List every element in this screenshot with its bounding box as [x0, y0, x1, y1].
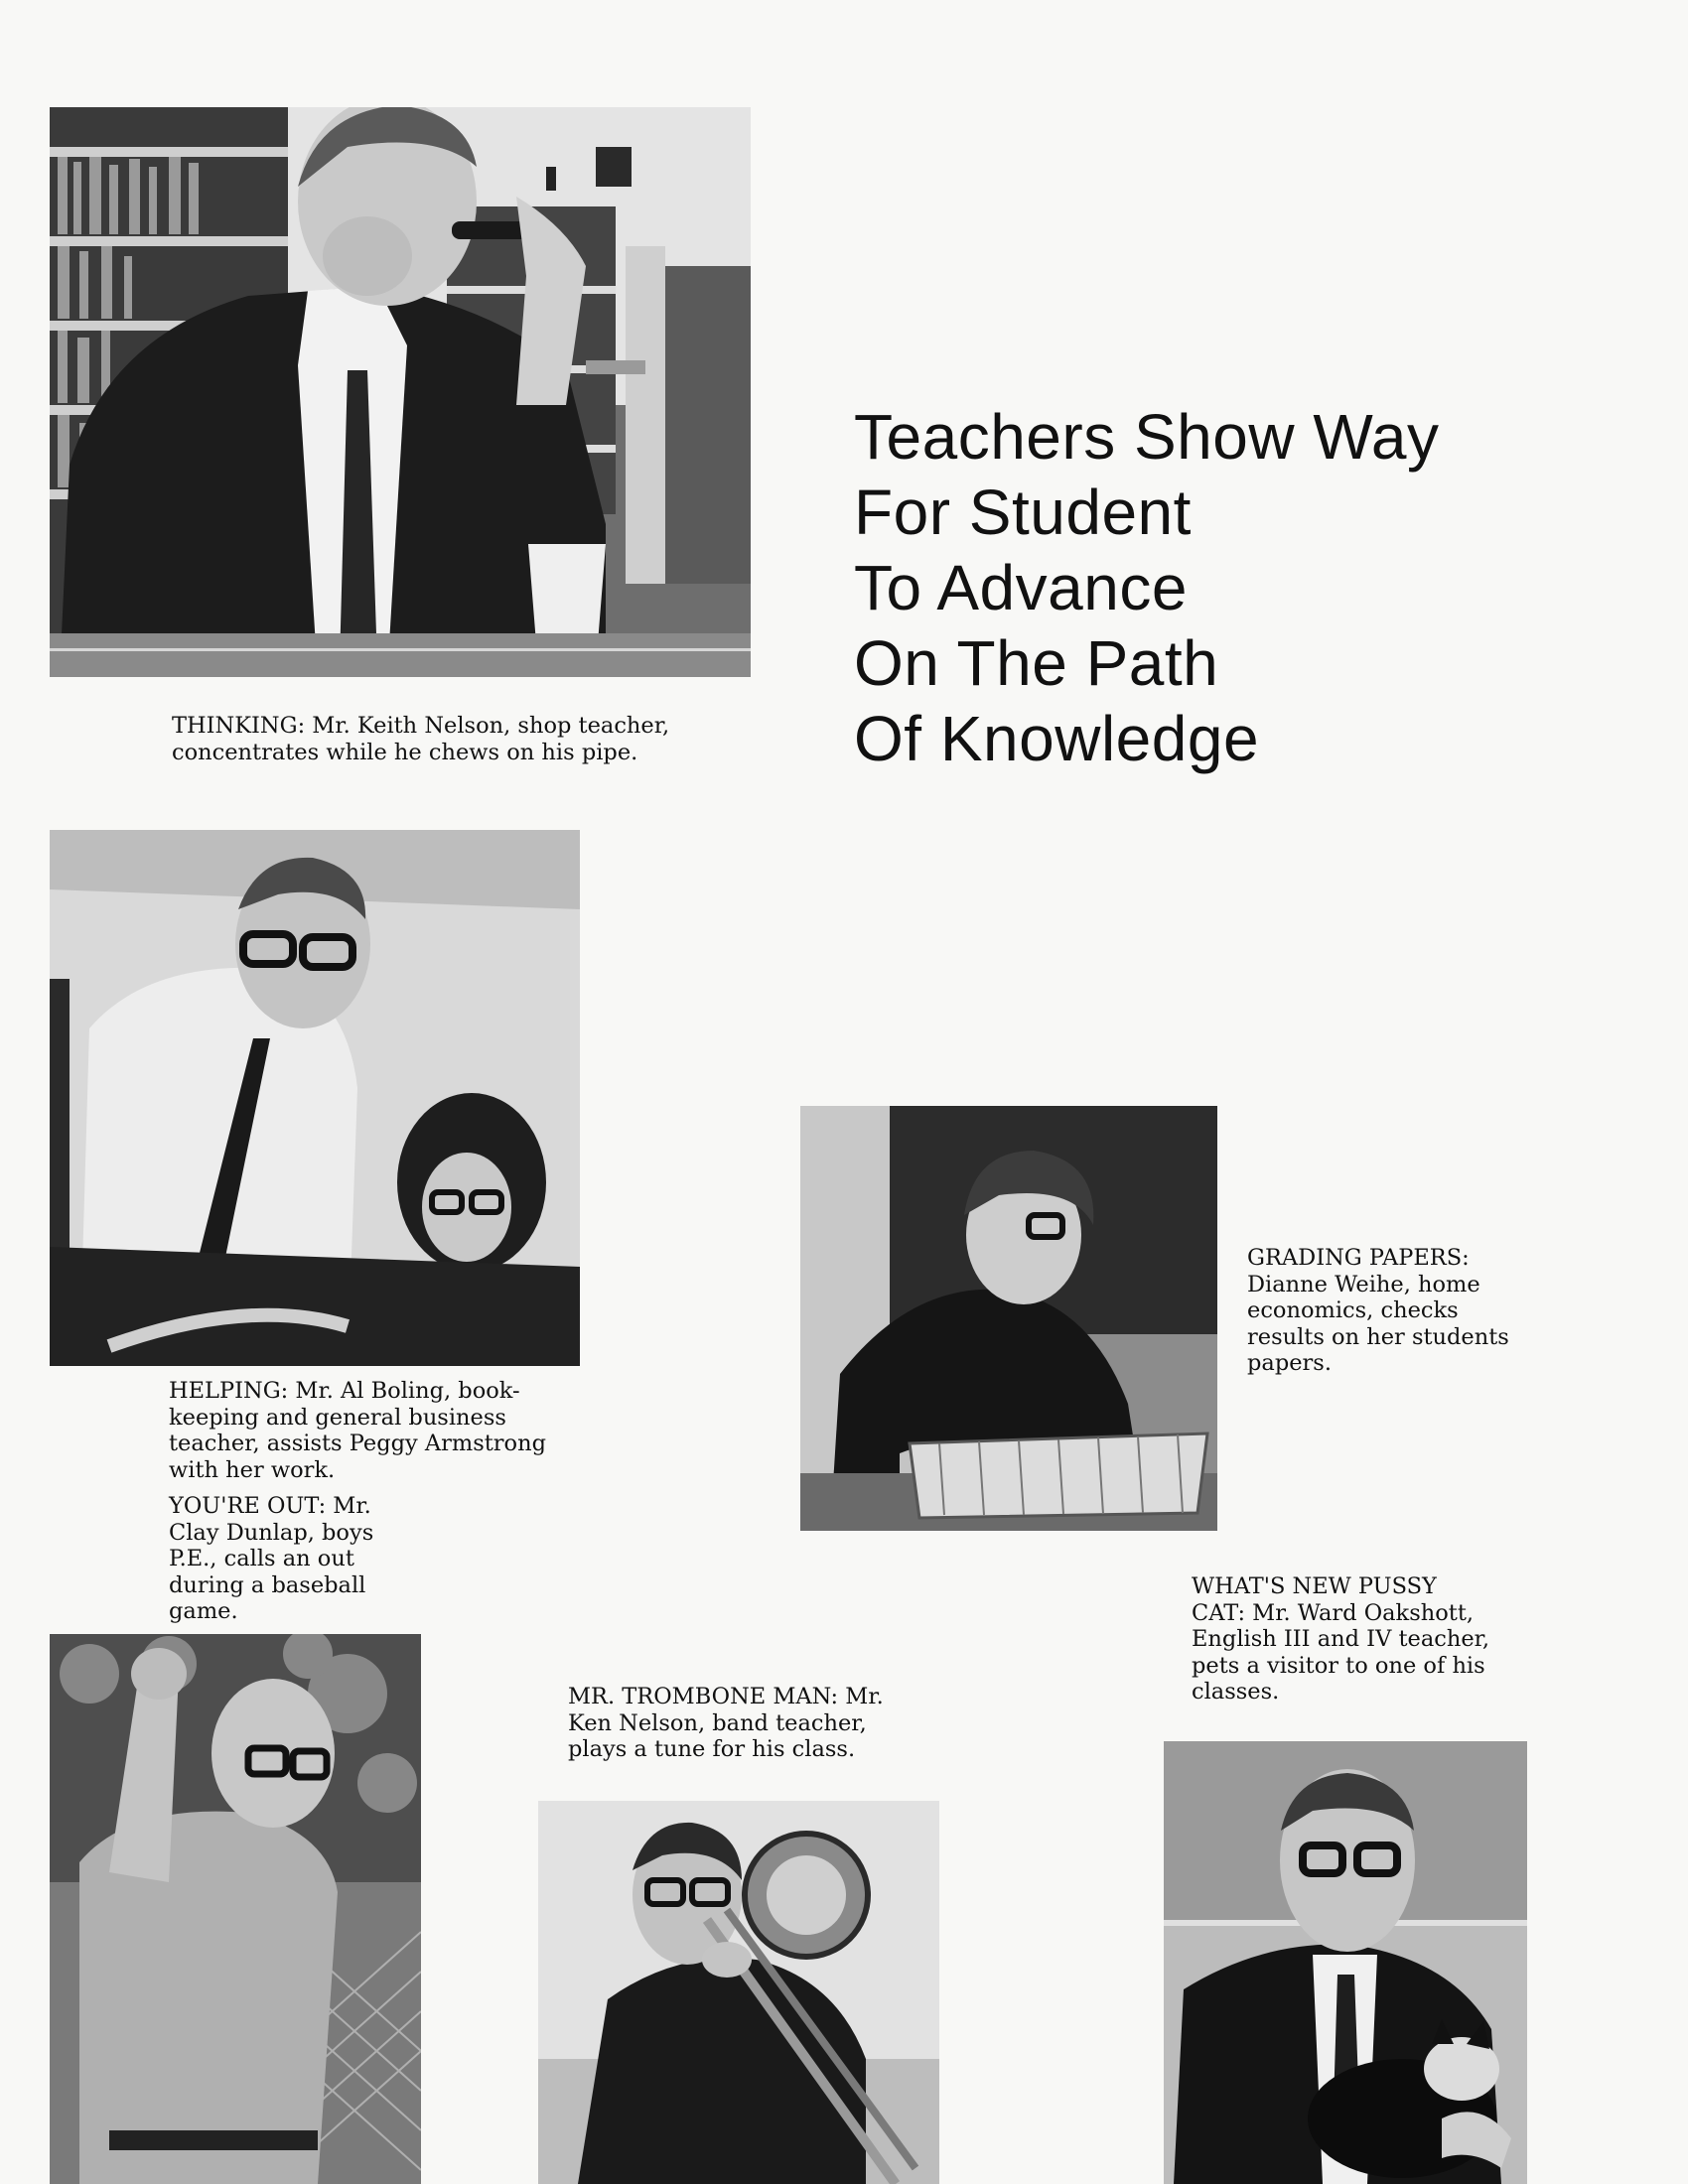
photo-youre-out-clay-dunlap: [50, 1634, 421, 2184]
photo-grading-dianne-weihe: [800, 1106, 1217, 1531]
headline-line-4: On The Path: [854, 627, 1219, 699]
caption-thinking: THINKING: Mr. Keith Nelson, shop teacher, concentrates while he chews on his pipe.: [172, 713, 670, 765]
caption-trombone: MR. TROMBONE MAN: Mr. Ken Nelson, band teacher, plays a tune for his class.: [568, 1684, 884, 1762]
caption-grading: GRADING PAPERS: Dianne Weihe, home economics, checks results on her students papers.: [1247, 1245, 1509, 1376]
caption-pussy-cat: WHAT'S NEW PUSSY CAT: Mr. Ward Oakshott, English III and IV teacher, pets a visitor to one of his classes.: [1192, 1573, 1490, 1705]
page-headline: [854, 399, 1439, 776]
headline-line-5: Of Knowledge: [854, 703, 1260, 774]
headline-line-2: For Student: [854, 477, 1192, 548]
caption-youre-out: YOU'RE OUT: Mr. Clay Dunlap, boys P.E., calls an out during a baseball game.: [169, 1493, 374, 1624]
photo-helping-al-boling: [50, 830, 580, 1366]
photo-pussy-cat-ward-oakshott: [1164, 1741, 1527, 2184]
headline-line-1: Teachers Show Way: [854, 401, 1440, 473]
photo-thinking-keith-nelson: [50, 107, 751, 677]
headline-line-3: To Advance: [854, 552, 1188, 623]
caption-helping: HELPING: Mr. Al Boling, book- keeping and general business teacher, assists Peggy Armstrong with her work.: [169, 1378, 546, 1483]
photo-trombone-ken-nelson: [538, 1801, 939, 2184]
